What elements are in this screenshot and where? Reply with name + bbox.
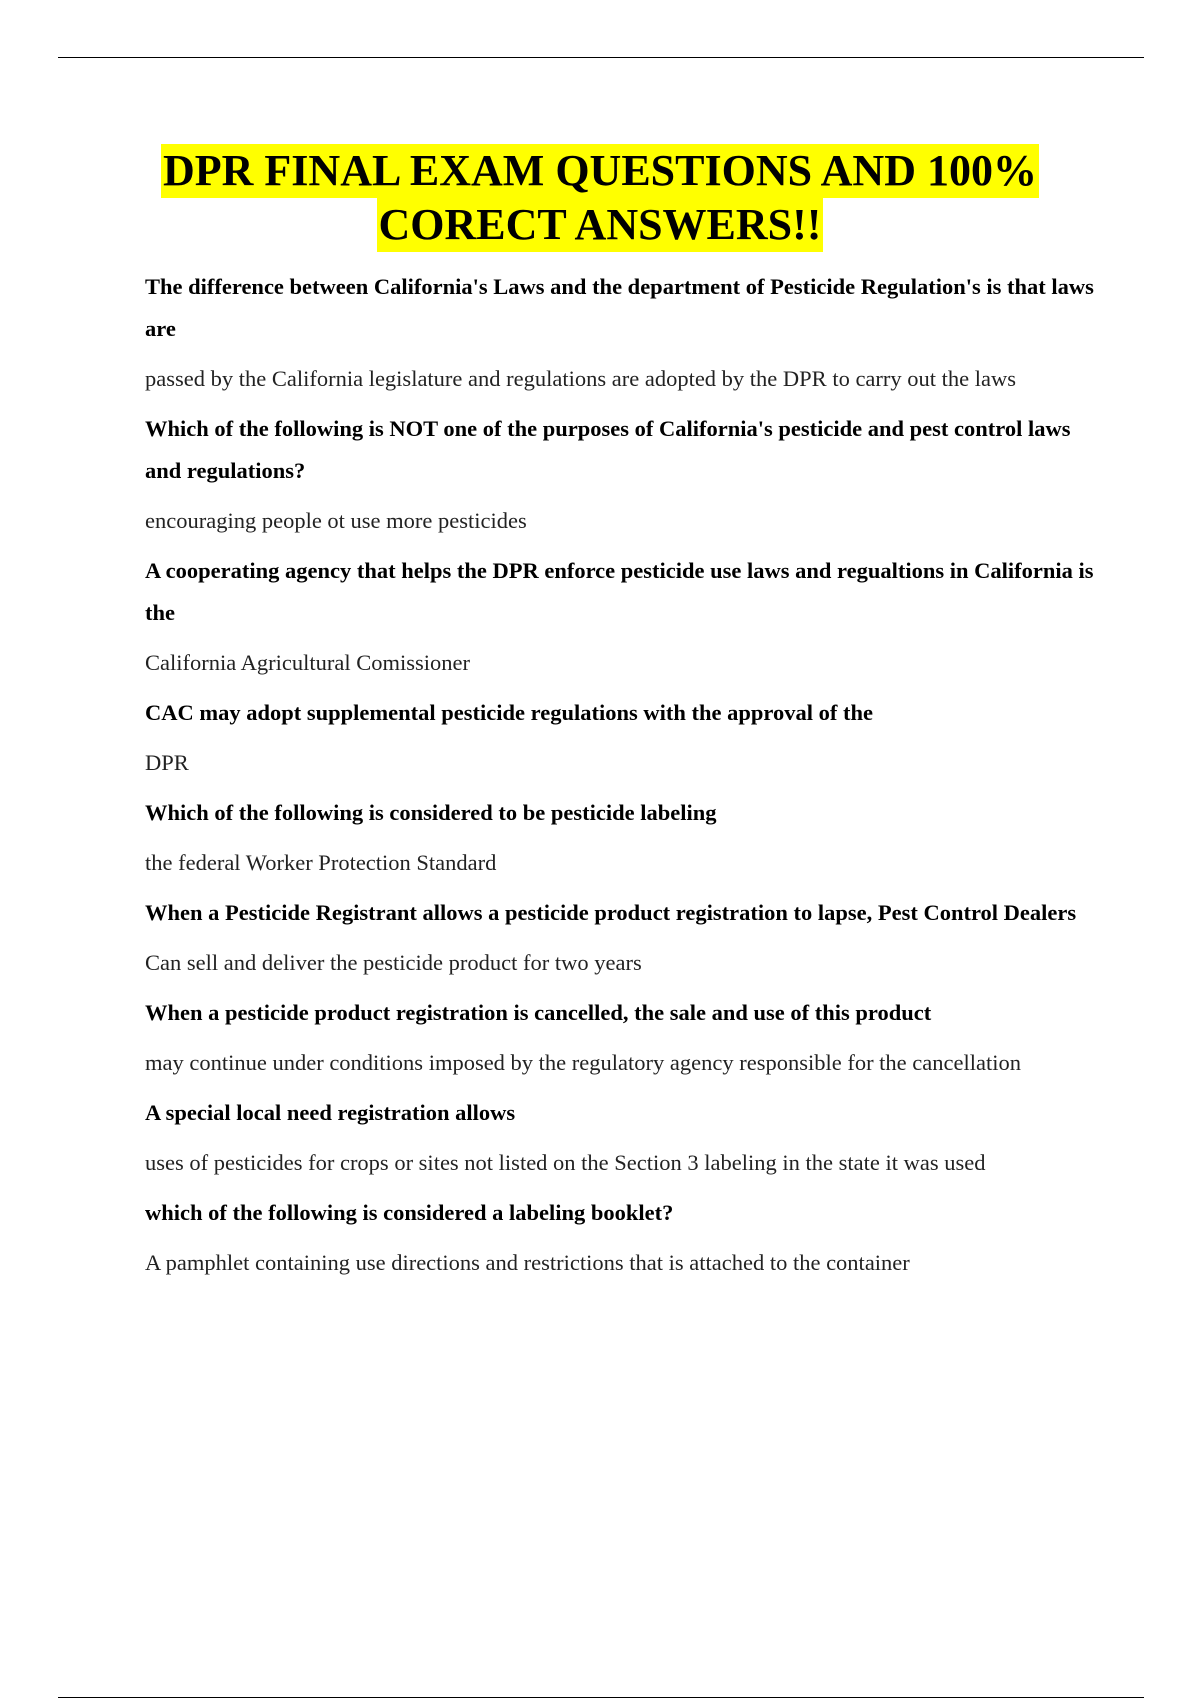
document-title	[0, 144, 1200, 252]
answer-text: A pamphlet containing use directions and restrictions that is attached to the container	[145, 1250, 910, 1275]
answer-text: encouraging people ot use more pesticides	[145, 508, 527, 533]
answer-text: may continue under conditions imposed by the regulatory agency responsible for the cancellation	[145, 1050, 1021, 1075]
question-text: When a Pesticide Registrant allows a pesticide product registration to lapse, Pest Control Dealers	[145, 900, 1077, 925]
question-text: When a pesticide product registration is cancelled, the sale and use of this product	[145, 1000, 932, 1025]
qa-item	[145, 892, 1095, 979]
title-line-1: DPR FINAL EXAM QUESTIONS AND 100%	[161, 144, 1039, 198]
answer-text: passed by the California legislature and regulations are adopted by the DPR to carry out the laws	[145, 366, 1017, 391]
qa-item	[145, 408, 1095, 537]
qa-item	[145, 792, 1095, 879]
question-text: A special local need registration allows	[145, 1100, 516, 1125]
question-text: Which of the following is considered to be pesticide labeling	[145, 800, 717, 825]
qa-item	[145, 266, 1095, 395]
question-text: CAC may adopt supplemental pesticide regulations with the approval of the	[145, 700, 873, 725]
qa-list	[145, 266, 1095, 1292]
question-text: which of the following is considered a labeling booklet?	[145, 1200, 674, 1225]
answer-text: Can sell and deliver the pesticide product for two years	[145, 950, 642, 975]
qa-item	[145, 550, 1095, 679]
question-text: Which of the following is NOT one of the purposes of California's pesticide and pest control laws and regulations?	[145, 416, 1071, 483]
qa-item	[145, 992, 1095, 1079]
question-text: The difference between California's Laws and the department of Pesticide Regulation's is that laws are	[145, 274, 1094, 341]
title-line-2: CORECT ANSWERS!!	[377, 198, 824, 252]
top-rule	[58, 57, 1144, 58]
question-text: A cooperating agency that helps the DPR enforce pesticide use laws and regualtions in California is the	[145, 558, 1094, 625]
answer-text: the federal Worker Protection Standard	[145, 850, 497, 875]
qa-item	[145, 1192, 1095, 1279]
bottom-rule	[58, 1697, 1144, 1698]
answer-text: DPR	[145, 750, 189, 775]
qa-item	[145, 1092, 1095, 1179]
qa-item	[145, 692, 1095, 779]
answer-text: uses of pesticides for crops or sites not listed on the Section 3 labeling in the state it was used	[145, 1150, 986, 1175]
answer-text: California Agricultural Comissioner	[145, 650, 470, 675]
